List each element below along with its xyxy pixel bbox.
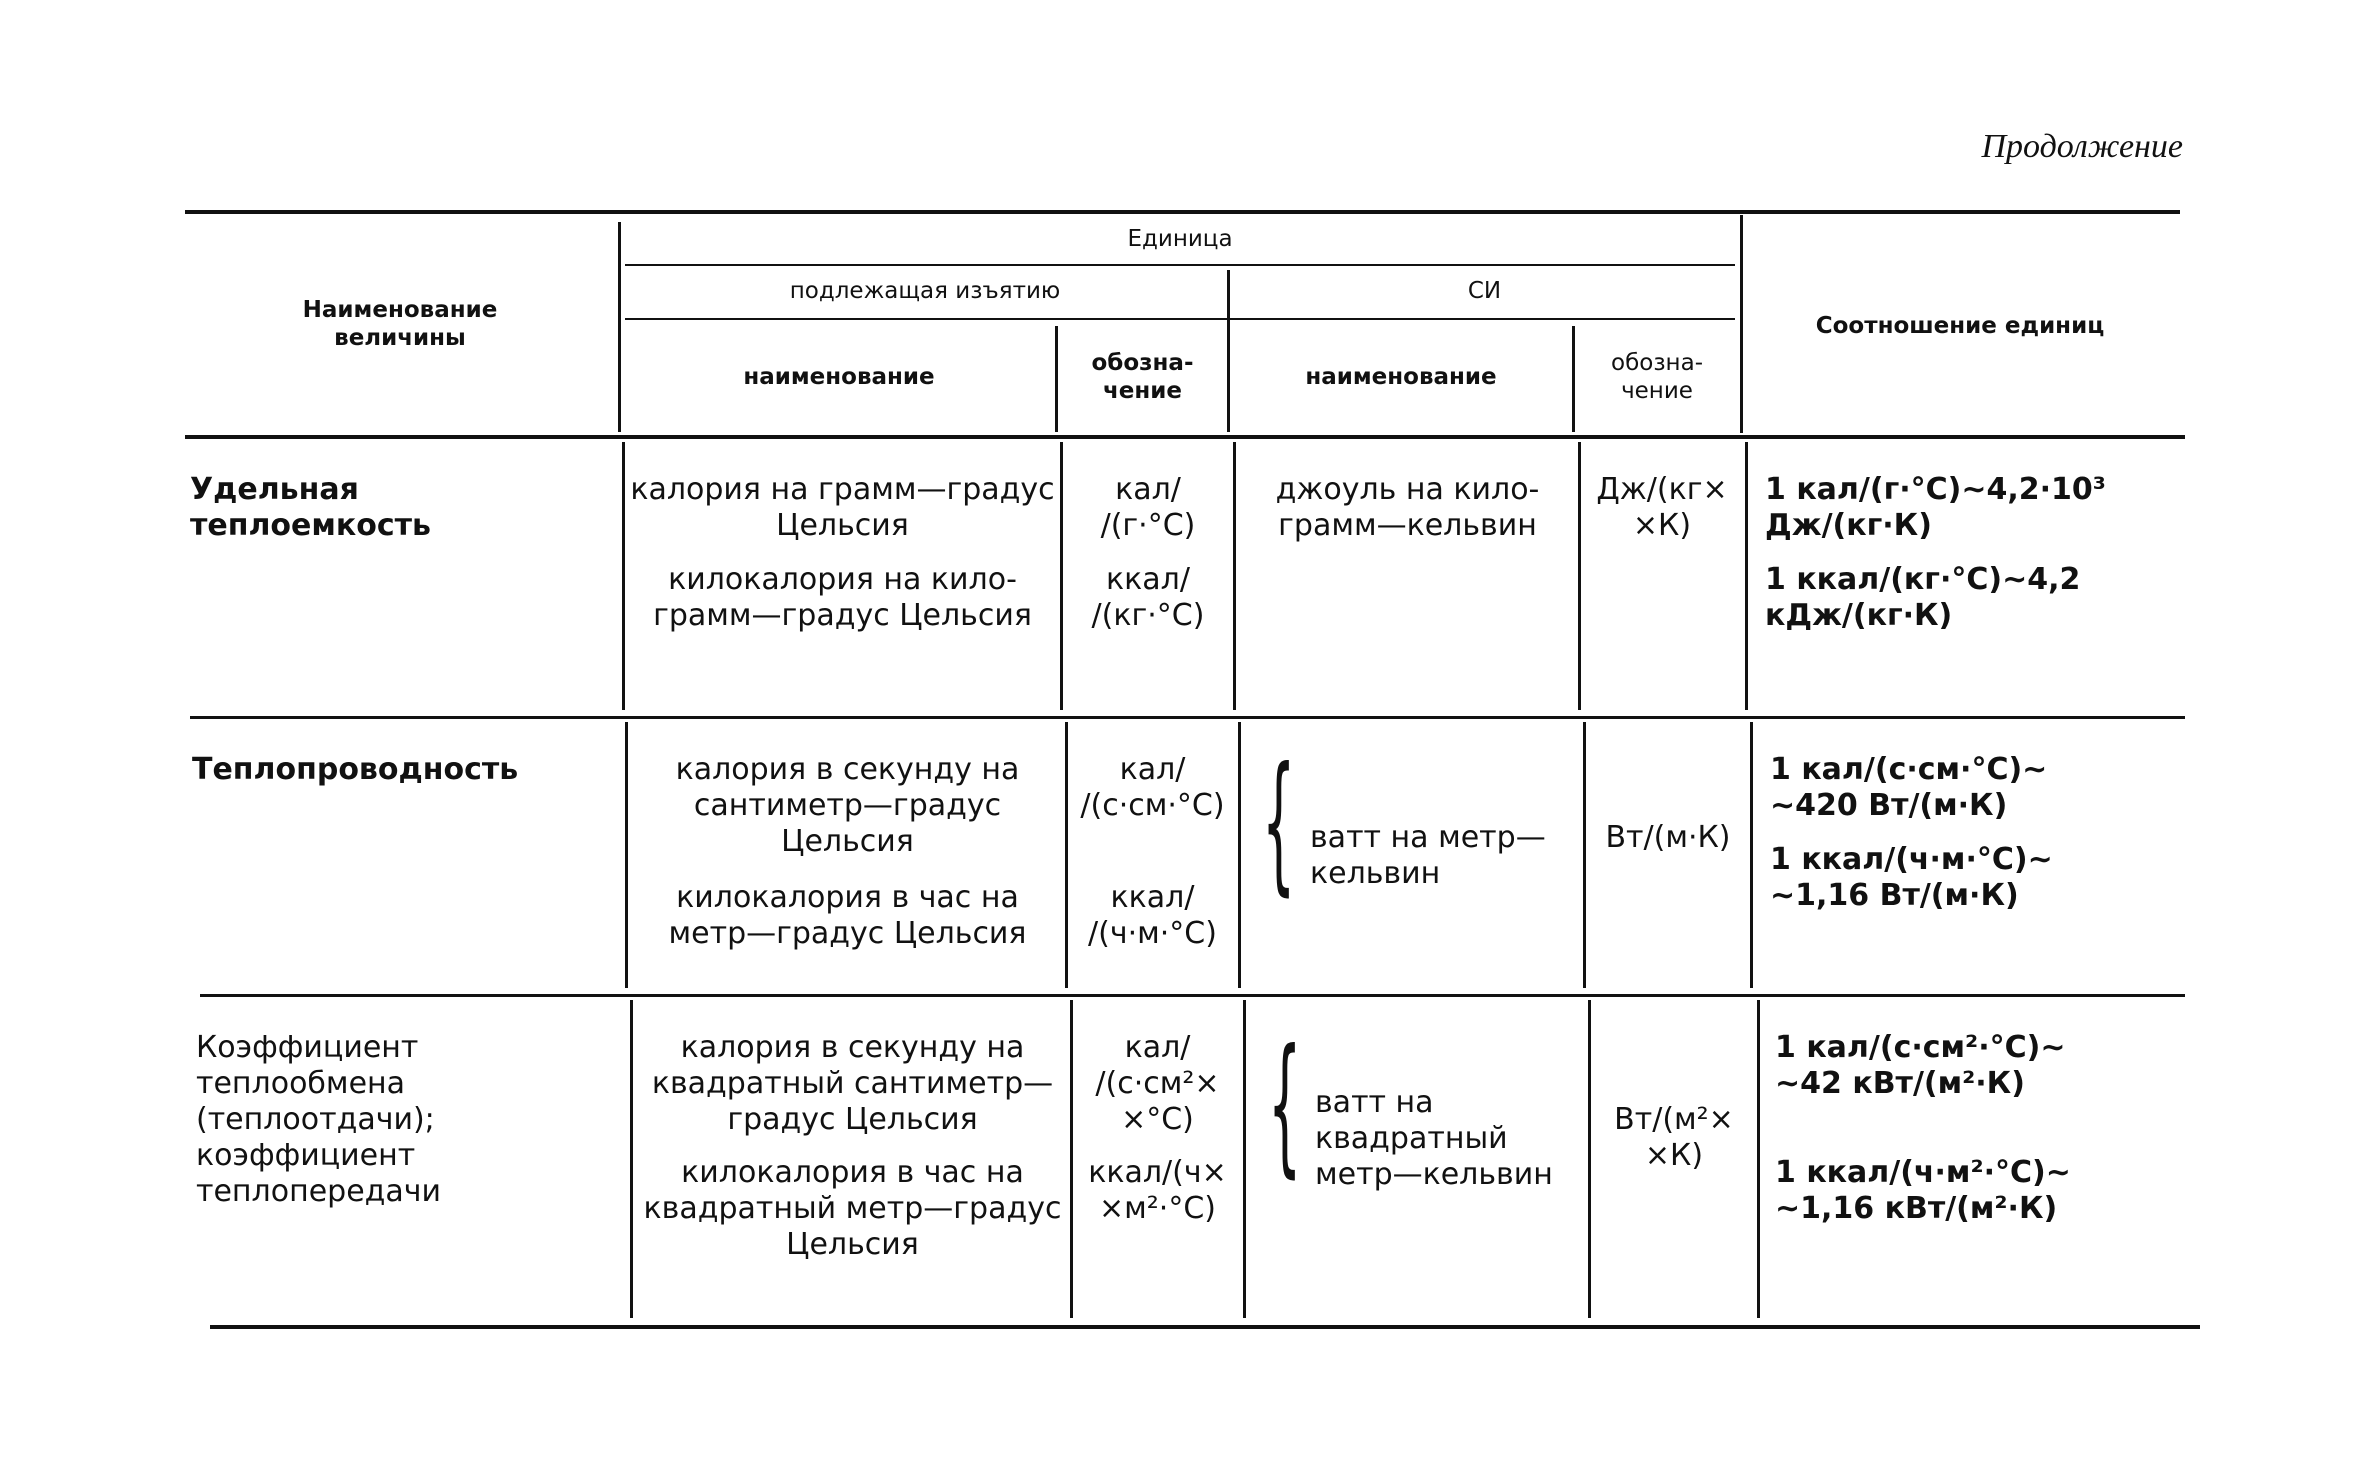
header-old-name: наименование [743, 364, 935, 391]
header-si-symbol: обозна- чение [1611, 350, 1703, 404]
row3-old-name-2: килокалория в час на квадратный метр—градус Цельсия [643, 1155, 1062, 1262]
vline-r2-c [1238, 722, 1241, 988]
vline-ratio-header [1740, 215, 1743, 433]
vline-withdrawn-si-header [1227, 270, 1230, 432]
vline-r3-a [630, 1000, 633, 1318]
header-unit: Единица [1127, 226, 1233, 253]
vline-r1-e [1745, 442, 1748, 710]
row3-old-symbol-2: ккал/(ч× ×м²·°С) [1088, 1155, 1227, 1226]
header-line-unit [625, 264, 1735, 266]
row2-quantity: Теплопроводность [192, 752, 519, 787]
row2-old-symbol-2: ккал/ /(ч·м·°С) [1088, 880, 1217, 951]
vline-r2-e [1750, 722, 1753, 988]
header-si-name: наименование [1305, 364, 1497, 391]
row3-quantity: Коэффициент теплообмена (теплоотдачи); коэффициент теплопередачи [196, 1030, 441, 1209]
header-bottom-rule [185, 435, 2185, 439]
vline-si-symbol-header [1572, 326, 1575, 432]
row3-old-symbol-1: кал/ /(с·см²× ×°С) [1095, 1030, 1220, 1137]
vline-r1-a [622, 442, 625, 710]
header-ratio: Соотношение единиц [1815, 313, 2105, 340]
row2-old-name-1: калория в секунду на сантиметр—градус Цельсия [675, 752, 1020, 859]
row3-brace: { [1268, 1018, 1302, 1192]
row1-old-symbol-1: кал/ /(г·°С) [1100, 472, 1196, 543]
header-line-sub [625, 318, 1735, 320]
vline-r2-b [1065, 722, 1068, 988]
row3-si-symbol: Вт/(м²× ×К) [1614, 1102, 1734, 1173]
vline-r3-b [1070, 1000, 1073, 1318]
row1-old-name-2: килокалория на кило-грамм—градус Цельсия [653, 562, 1032, 633]
row1-si-name: джоуль на кило-грамм—кельвин [1275, 472, 1540, 543]
row1-old-symbol-2: ккал/ /(кг·°С) [1091, 562, 1205, 633]
row3-si-name: ватт на квадратный метр—кельвин [1315, 1085, 1553, 1192]
vline-r2-d [1583, 722, 1586, 988]
vline-qty-header [618, 222, 621, 432]
row2-si-name: ватт на метр—кельвин [1310, 820, 1546, 891]
header-withdrawn: подлежащая изъятию [789, 278, 1061, 305]
table-top-rule [185, 210, 2180, 214]
row2-old-symbol-1: кал/ /(с·см·°С) [1080, 752, 1225, 823]
row1-quantity: Удельная теплоемкость [190, 472, 432, 543]
row1-ratio-2: 1 ккал/(кг·°С)∼4,2 кДж/(кг·К) [1765, 562, 2081, 633]
vline-r3-d [1588, 1000, 1591, 1318]
header-quantity: Наименование величины [302, 297, 498, 351]
vline-old-symbol-header [1055, 326, 1058, 432]
row1-si-symbol: Дж/(кг× ×К) [1596, 472, 1728, 543]
header-si: СИ [1467, 278, 1502, 305]
continuation-label: Продолжение [1981, 128, 2183, 165]
table-bottom-rule [210, 1325, 2200, 1329]
row3-ratio-2: 1 ккал/(ч·м²·°С)∼ ∼1,16 кВт/(м²·К) [1775, 1155, 2071, 1226]
vline-r1-c [1233, 442, 1236, 710]
row2-ratio-2: 1 ккал/(ч·м·°С)∼ ∼1,16 Вт/(м·К) [1770, 842, 2053, 913]
vline-r1-d [1578, 442, 1581, 710]
row3-ratio-1: 1 кал/(с·см²·°С)∼ ∼42 кВт/(м²·К) [1775, 1030, 2066, 1101]
row-divider-2 [200, 994, 2185, 997]
header-old-symbol: обозна- чение [1091, 350, 1194, 404]
row-divider-1 [190, 716, 2185, 719]
row1-old-name-1: калория на грамм—градус Цельсия [630, 472, 1055, 543]
vline-r2-a [625, 722, 628, 988]
row2-ratio-1: 1 кал/(с·см·°С)∼ ∼420 Вт/(м·К) [1770, 752, 2048, 823]
row2-old-name-2: килокалория в час на метр—градус Цельсия [668, 880, 1027, 951]
row1-ratio-1: 1 кал/(г·°С)∼4,2·10³ Дж/(кг·К) [1765, 472, 2106, 543]
row2-si-symbol: Вт/(м·К) [1605, 820, 1731, 855]
vline-r3-e [1757, 1000, 1760, 1318]
row3-old-name-1: калория в секунду на квадратный сантиметр—градус Цельсия [651, 1030, 1054, 1137]
row2-brace: { [1262, 736, 1296, 910]
vline-r1-b [1060, 442, 1063, 710]
vline-r3-c [1243, 1000, 1246, 1318]
